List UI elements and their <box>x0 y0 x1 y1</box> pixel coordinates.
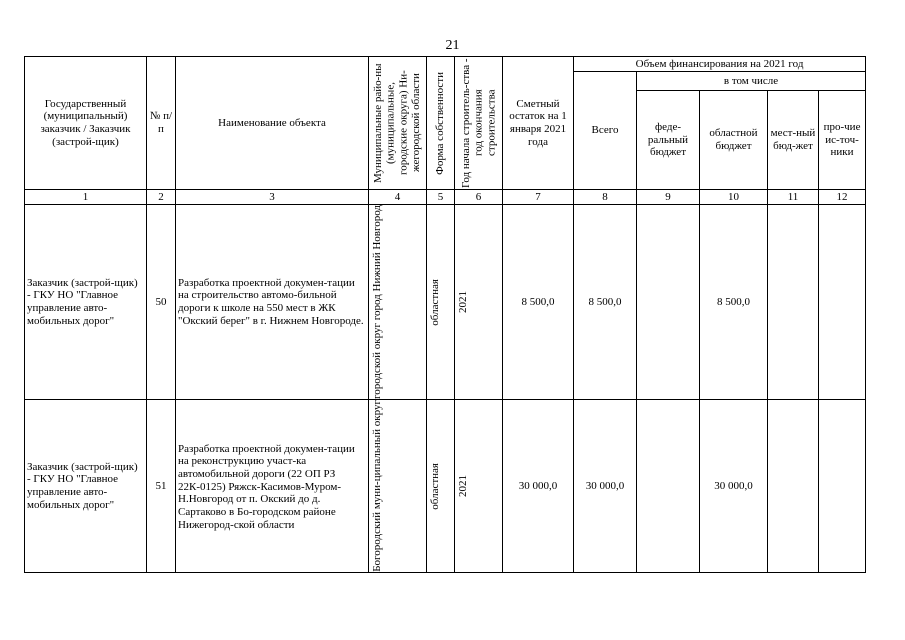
row-total: 30 000,0 <box>574 400 637 573</box>
page-number: 21 <box>445 38 460 53</box>
row-number: 50 <box>147 205 176 400</box>
row-local <box>768 400 819 573</box>
funding-table <box>24 56 866 573</box>
header-years: Год начала строитель-ства - год окончания строительства <box>459 58 497 188</box>
header-regional: областной бюджет <box>700 91 768 190</box>
header-district-cell <box>369 57 427 190</box>
row-customer: Заказчик (застрой-щик) - ГКУ НО "Главное управление авто-мобильных дорог" <box>25 205 147 400</box>
row-district-cell <box>369 400 427 573</box>
header-funding: Объем финансирования на 2021 год <box>574 57 866 72</box>
header-total: Всего <box>574 72 637 190</box>
row-year: 2021 <box>457 291 469 314</box>
header-years-cell <box>455 57 503 190</box>
header-customer: Государственный (муниципальный) заказчик / Заказчик (застрой-щик) <box>25 57 147 190</box>
row-other <box>819 205 866 400</box>
column-number: 2 <box>147 190 176 205</box>
row-district: городской округ город Нижний Новгород <box>371 205 383 400</box>
header-ownership-cell <box>427 57 455 190</box>
row-other <box>819 400 866 573</box>
row-ownership: областная <box>429 462 441 510</box>
header-estimate: Сметный остаток на 1 января 2021 года <box>503 57 574 190</box>
row-ownership-cell <box>427 400 455 573</box>
header-ownership: Форма собственности <box>434 71 447 175</box>
header-district: Муниципальные райо-ны (муниципальные, городские округа) Ни-жегородской области <box>372 63 423 183</box>
column-number: 8 <box>574 190 637 205</box>
row-year: 2021 <box>457 474 469 497</box>
row-regional: 8 500,0 <box>700 205 768 400</box>
column-number: 11 <box>768 190 819 205</box>
column-number: 6 <box>455 190 503 205</box>
row-ownership-cell <box>427 205 455 400</box>
row-estimate: 8 500,0 <box>503 205 574 400</box>
table-row <box>25 400 866 573</box>
row-federal <box>637 400 700 573</box>
row-year-cell <box>455 205 503 400</box>
column-number: 12 <box>819 190 866 205</box>
header-local: мест-ный бюд-жет <box>768 91 819 190</box>
row-object-name: Разработка проектной докумен-тации на строительство автомо-бильной дороги к школе на 550 мест в ЖК "Окский берег" в г. Нижнем Новгороде. <box>176 205 369 400</box>
header-object: Наименование объекта <box>176 57 369 190</box>
row-estimate: 30 000,0 <box>503 400 574 573</box>
header-other: про-чие ис-точ-ники <box>819 91 866 190</box>
table-row <box>25 205 866 400</box>
row-number: 51 <box>147 400 176 573</box>
header-federal: феде-ральный бюджет <box>637 91 700 190</box>
column-number: 3 <box>176 190 369 205</box>
column-number: 10 <box>700 190 768 205</box>
column-number: 1 <box>25 190 147 205</box>
column-number: 9 <box>637 190 700 205</box>
column-number: 7 <box>503 190 574 205</box>
header-num: № п/п <box>147 57 176 190</box>
row-district: Богородский муни-ципальный округ <box>371 400 383 572</box>
column-numbers-row <box>25 190 866 205</box>
header-including: в том числе <box>637 72 866 91</box>
row-ownership: областная <box>429 278 441 326</box>
row-federal <box>637 205 700 400</box>
row-local <box>768 205 819 400</box>
row-customer: Заказчик (застрой-щик) - ГКУ НО "Главное управление авто-мобильных дорог" <box>25 400 147 573</box>
row-total: 8 500,0 <box>574 205 637 400</box>
column-number: 4 <box>369 190 427 205</box>
row-regional: 30 000,0 <box>700 400 768 573</box>
row-district-cell <box>369 205 427 400</box>
column-number: 5 <box>427 190 455 205</box>
row-year-cell <box>455 400 503 573</box>
row-object-name: Разработка проектной докумен-тации на реконструкцию участ-ка автомобильной дороги (22 ОП РЗ 22К-0125) Ряжск-Касимов-Муром-Н.Новгород от п. Окский до д. Сартаково в Бо-городском районе Нижегород-ской области <box>176 400 369 573</box>
